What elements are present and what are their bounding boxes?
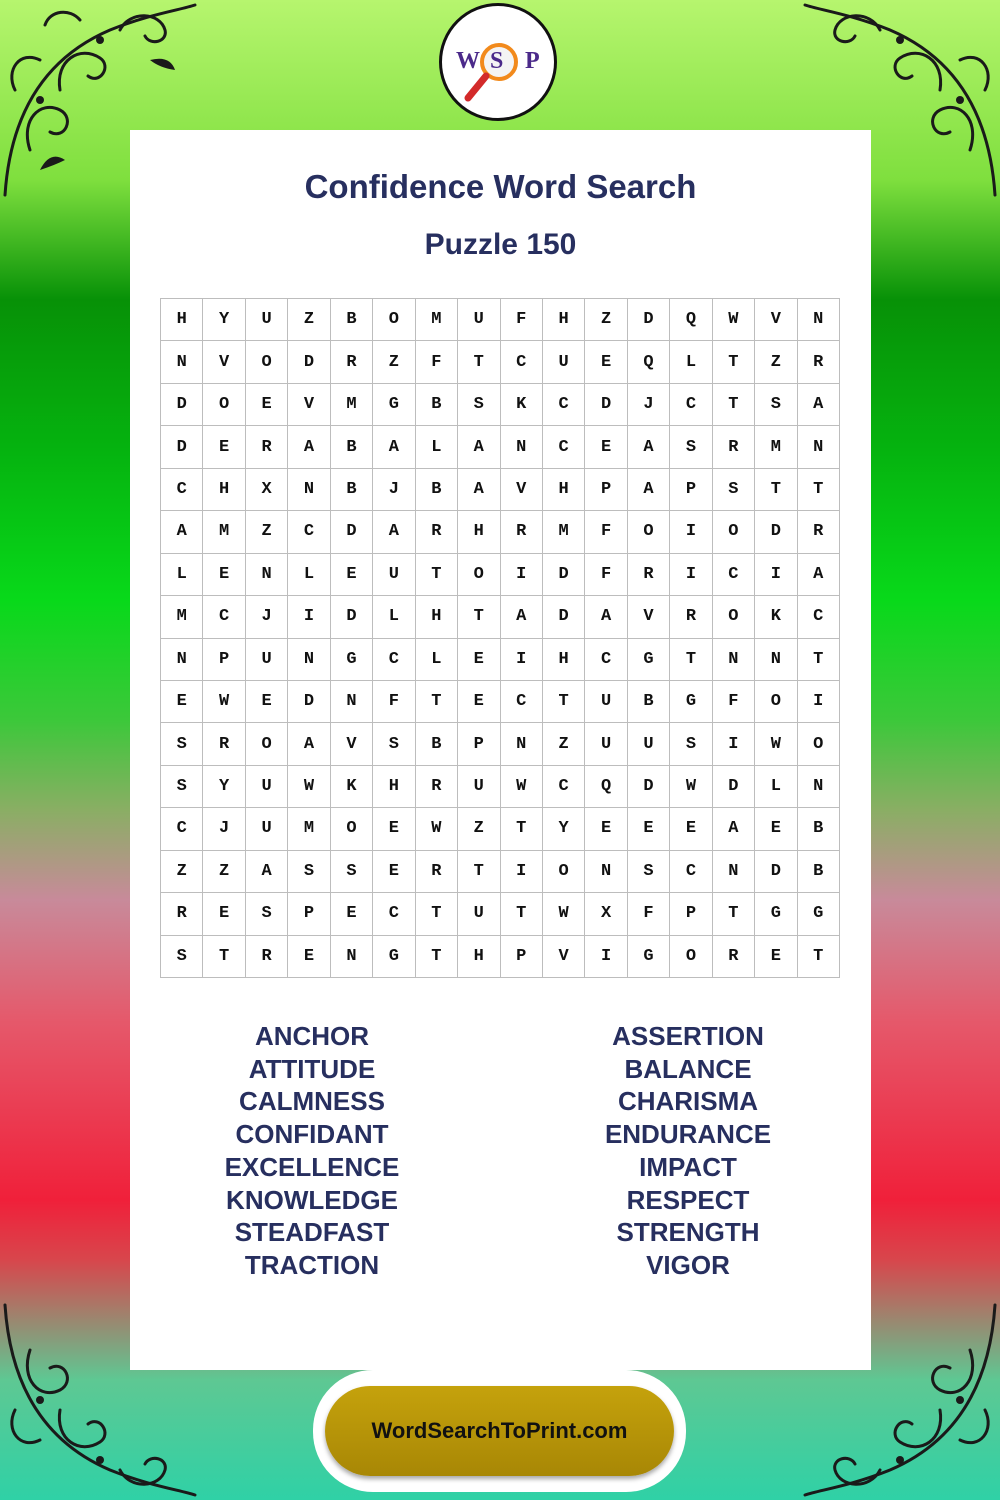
grid-cell[interactable]: L — [670, 341, 712, 383]
grid-cell[interactable]: A — [458, 426, 500, 468]
grid-cell[interactable]: A — [628, 469, 670, 511]
grid-cell[interactable]: U — [373, 554, 415, 596]
grid-cell[interactable]: L — [755, 766, 797, 808]
grid-cell[interactable]: E — [585, 808, 627, 850]
grid-cell[interactable]: J — [203, 808, 245, 850]
grid-cell[interactable]: S — [288, 851, 330, 893]
grid-cell[interactable]: D — [288, 681, 330, 723]
grid-cell[interactable]: O — [713, 596, 755, 638]
word-item: EXCELLENCE — [224, 1151, 400, 1182]
grid-cell[interactable]: P — [203, 639, 245, 681]
grid-cell[interactable]: E — [373, 808, 415, 850]
grid-cell[interactable]: A — [373, 511, 415, 553]
grid-cell[interactable]: L — [288, 554, 330, 596]
grid-cell[interactable]: Z — [288, 299, 330, 341]
logo-letter-p: P — [525, 48, 540, 74]
grid-cell[interactable]: B — [416, 723, 458, 765]
grid-cell[interactable]: G — [373, 936, 415, 978]
grid-cell[interactable]: A — [501, 596, 543, 638]
grid-cell[interactable]: B — [416, 469, 458, 511]
grid-cell[interactable]: A — [288, 723, 330, 765]
grid-cell[interactable]: P — [670, 893, 712, 935]
grid-cell[interactable]: W — [713, 299, 755, 341]
grid-cell[interactable]: G — [331, 639, 373, 681]
grid-cell[interactable]: Q — [585, 766, 627, 808]
grid-cell[interactable]: B — [416, 384, 458, 426]
word-item: ATTITUDE — [248, 1053, 376, 1084]
grid-cell[interactable]: R — [203, 723, 245, 765]
grid-cell[interactable]: I — [798, 681, 840, 723]
grid-cell[interactable]: U — [458, 893, 500, 935]
grid-cell[interactable]: X — [585, 893, 627, 935]
grid-cell[interactable]: T — [798, 469, 840, 511]
grid-cell[interactable]: U — [246, 299, 288, 341]
grid-cell[interactable]: A — [373, 426, 415, 468]
grid-cell[interactable]: N — [755, 639, 797, 681]
grid-cell[interactable]: X — [246, 469, 288, 511]
grid-cell[interactable]: E — [585, 341, 627, 383]
grid-cell[interactable]: E — [246, 384, 288, 426]
grid-cell[interactable]: S — [458, 384, 500, 426]
grid-cell[interactable]: R — [416, 511, 458, 553]
word-item: CHARISMA — [617, 1086, 759, 1117]
grid-cell[interactable]: J — [628, 384, 670, 426]
word-item: ANCHOR — [254, 1021, 370, 1051]
word-item: VIGOR — [646, 1249, 730, 1280]
grid-cell[interactable]: R — [798, 511, 840, 553]
grid-cell[interactable]: C — [288, 511, 330, 553]
grid-cell[interactable]: E — [670, 808, 712, 850]
grid-cell[interactable]: H — [373, 766, 415, 808]
grid-cell[interactable]: T — [458, 341, 500, 383]
grid-cell[interactable]: E — [755, 808, 797, 850]
grid-cell[interactable]: D — [585, 384, 627, 426]
grid-cell[interactable]: T — [416, 554, 458, 596]
grid-cell[interactable]: G — [628, 936, 670, 978]
grid-cell[interactable]: T — [416, 936, 458, 978]
grid-cell[interactable]: V — [331, 723, 373, 765]
grid-cell[interactable]: O — [203, 384, 245, 426]
grid-cell[interactable]: H — [416, 596, 458, 638]
grid-cell[interactable]: O — [755, 681, 797, 723]
grid-cell[interactable]: P — [585, 469, 627, 511]
grid-cell[interactable]: F — [585, 511, 627, 553]
grid-cell[interactable]: C — [543, 384, 585, 426]
grid-cell[interactable]: T — [458, 596, 500, 638]
grid-cell[interactable]: I — [585, 936, 627, 978]
grid-cell[interactable]: A — [628, 426, 670, 468]
grid-cell[interactable]: U — [585, 681, 627, 723]
grid-cell[interactable]: M — [543, 511, 585, 553]
grid-cell[interactable]: E — [585, 426, 627, 468]
grid-cell[interactable]: F — [501, 299, 543, 341]
grid-cell[interactable]: I — [501, 554, 543, 596]
grid-cell[interactable]: E — [246, 681, 288, 723]
grid-cell[interactable]: V — [755, 299, 797, 341]
grid-cell[interactable]: V — [501, 469, 543, 511]
grid-cell[interactable]: U — [543, 341, 585, 383]
grid-cell[interactable]: O — [246, 341, 288, 383]
puzzle-number: Puzzle 150 — [424, 228, 577, 261]
word-item: IMPACT — [639, 1151, 737, 1182]
logo-letter-w: W — [456, 48, 480, 74]
grid-cell[interactable]: I — [670, 511, 712, 553]
grid-cell[interactable]: Z — [373, 341, 415, 383]
grid-cell[interactable]: W — [543, 893, 585, 935]
grid-cell[interactable]: E — [288, 936, 330, 978]
grid-cell[interactable]: S — [670, 723, 712, 765]
grid-cell[interactable]: B — [628, 681, 670, 723]
grid-cell[interactable]: R — [246, 426, 288, 468]
grid-cell[interactable]: N — [331, 936, 373, 978]
grid-cell[interactable]: F — [628, 893, 670, 935]
grid-cell[interactable]: R — [628, 554, 670, 596]
grid-cell[interactable]: N — [161, 639, 203, 681]
grid-cell[interactable]: A — [246, 851, 288, 893]
grid-cell[interactable]: S — [670, 426, 712, 468]
word-item: BALANCE — [624, 1053, 752, 1084]
grid-cell[interactable]: G — [755, 893, 797, 935]
word-list-left — [162, 1020, 462, 1282]
grid-cell[interactable]: S — [373, 723, 415, 765]
grid-cell[interactable]: H — [458, 511, 500, 553]
grid-cell[interactable]: N — [585, 851, 627, 893]
grid-cell[interactable]: Z — [755, 341, 797, 383]
grid-cell[interactable]: V — [543, 936, 585, 978]
grid-cell[interactable]: E — [203, 426, 245, 468]
grid-cell[interactable]: A — [161, 511, 203, 553]
grid-cell[interactable]: H — [203, 469, 245, 511]
grid-cell[interactable]: T — [798, 936, 840, 978]
grid-cell[interactable]: U — [246, 766, 288, 808]
grid-cell[interactable]: U — [246, 639, 288, 681]
grid-cell[interactable]: B — [798, 851, 840, 893]
grid-cell[interactable]: R — [246, 936, 288, 978]
grid-cell[interactable]: H — [543, 469, 585, 511]
grid-cell[interactable]: F — [416, 341, 458, 383]
grid-cell[interactable]: Y — [543, 808, 585, 850]
grid-cell[interactable]: N — [713, 639, 755, 681]
grid-cell[interactable]: Y — [203, 766, 245, 808]
grid-cell[interactable]: M — [203, 511, 245, 553]
grid-cell[interactable]: D — [161, 426, 203, 468]
grid-cell[interactable]: E — [458, 681, 500, 723]
grid-cell[interactable]: Q — [670, 299, 712, 341]
grid-cell[interactable]: A — [798, 384, 840, 426]
word-item: ASSERTION — [612, 1021, 764, 1051]
grid-cell[interactable]: J — [246, 596, 288, 638]
grid-cell[interactable]: T — [501, 808, 543, 850]
grid-cell[interactable]: D — [628, 299, 670, 341]
grid-cell[interactable]: C — [161, 469, 203, 511]
grid-cell[interactable]: Q — [628, 341, 670, 383]
grid-cell[interactable]: R — [161, 893, 203, 935]
grid-cell[interactable]: R — [713, 936, 755, 978]
grid-cell[interactable]: T — [458, 851, 500, 893]
grid-cell[interactable]: E — [331, 893, 373, 935]
grid-cell[interactable]: R — [416, 851, 458, 893]
grid-cell[interactable]: I — [713, 723, 755, 765]
grid-cell[interactable]: R — [713, 426, 755, 468]
word-item: CONFIDANT — [235, 1119, 389, 1150]
grid-cell[interactable]: P — [670, 469, 712, 511]
grid-cell[interactable]: D — [288, 341, 330, 383]
grid-cell[interactable]: O — [246, 723, 288, 765]
letter-grid — [160, 298, 840, 978]
grid-cell[interactable]: L — [416, 426, 458, 468]
grid-cell[interactable]: D — [628, 766, 670, 808]
grid-cell[interactable]: C — [670, 851, 712, 893]
grid-cell[interactable]: N — [288, 639, 330, 681]
grid-cell[interactable]: T — [713, 384, 755, 426]
grid-cell[interactable]: U — [246, 808, 288, 850]
word-item: STRENGTH — [616, 1217, 760, 1248]
grid-cell[interactable]: N — [798, 426, 840, 468]
grid-cell[interactable]: S — [246, 893, 288, 935]
grid-cell[interactable]: U — [458, 766, 500, 808]
grid-cell[interactable]: O — [670, 936, 712, 978]
grid-cell[interactable]: C — [543, 426, 585, 468]
grid-cell[interactable]: V — [628, 596, 670, 638]
grid-cell[interactable]: B — [331, 299, 373, 341]
grid-cell[interactable]: E — [628, 808, 670, 850]
grid-cell[interactable]: E — [373, 851, 415, 893]
grid-cell[interactable]: N — [161, 341, 203, 383]
grid-cell[interactable]: J — [373, 469, 415, 511]
grid-cell[interactable]: N — [246, 554, 288, 596]
grid-cell[interactable]: N — [501, 723, 543, 765]
grid-cell[interactable]: W — [203, 681, 245, 723]
grid-cell[interactable]: K — [501, 384, 543, 426]
word-item: RESPECT — [626, 1184, 750, 1215]
grid-cell[interactable]: C — [543, 766, 585, 808]
grid-cell[interactable]: F — [713, 681, 755, 723]
grid-cell[interactable]: I — [501, 851, 543, 893]
word-list-right — [538, 1020, 838, 1282]
grid-cell[interactable]: O — [628, 511, 670, 553]
footer-badge — [313, 1370, 686, 1492]
grid-cell[interactable]: C — [501, 341, 543, 383]
grid-cell[interactable]: G — [670, 681, 712, 723]
grid-cell[interactable]: C — [501, 681, 543, 723]
grid-cell[interactable]: C — [203, 596, 245, 638]
word-item: ENDURANCE — [604, 1119, 772, 1150]
grid-cell[interactable]: I — [288, 596, 330, 638]
grid-cell[interactable]: A — [288, 426, 330, 468]
grid-cell[interactable]: S — [161, 936, 203, 978]
grid-cell[interactable]: T — [203, 936, 245, 978]
grid-cell[interactable]: R — [798, 341, 840, 383]
grid-cell[interactable]: P — [458, 723, 500, 765]
grid-cell[interactable]: M — [755, 426, 797, 468]
grid-cell[interactable]: M — [288, 808, 330, 850]
word-item: TRACTION — [244, 1249, 380, 1280]
grid-cell[interactable]: Z — [458, 808, 500, 850]
grid-cell[interactable]: F — [585, 554, 627, 596]
grid-cell[interactable]: T — [670, 639, 712, 681]
grid-cell[interactable]: S — [331, 851, 373, 893]
grid-cell[interactable]: Y — [203, 299, 245, 341]
grid-cell[interactable]: E — [161, 681, 203, 723]
grid-cell[interactable]: S — [161, 723, 203, 765]
word-item: STEADFAST — [234, 1217, 390, 1248]
word-item: CALMNESS — [239, 1086, 385, 1117]
site-link[interactable]: WordSearchToPrint.com — [325, 1386, 674, 1476]
grid-cell[interactable]: N — [713, 851, 755, 893]
grid-cell[interactable]: U — [458, 299, 500, 341]
grid-cell[interactable]: H — [543, 639, 585, 681]
grid-cell[interactable]: T — [713, 893, 755, 935]
grid-cell[interactable]: E — [755, 936, 797, 978]
grid-cell[interactable]: Z — [203, 851, 245, 893]
grid-cell[interactable]: A — [585, 596, 627, 638]
grid-cell[interactable]: Z — [246, 511, 288, 553]
grid-cell[interactable]: C — [585, 639, 627, 681]
grid-cell[interactable]: Z — [543, 723, 585, 765]
grid-cell[interactable]: O — [373, 299, 415, 341]
logo-letter-s: S — [490, 48, 504, 74]
grid-cell[interactable]: D — [543, 596, 585, 638]
grid-cell[interactable]: C — [373, 639, 415, 681]
grid-cell[interactable]: N — [501, 426, 543, 468]
grid-cell[interactable]: T — [755, 469, 797, 511]
grid-cell[interactable]: V — [203, 341, 245, 383]
grid-cell[interactable]: R — [501, 511, 543, 553]
grid-cell[interactable]: M — [331, 384, 373, 426]
grid-cell[interactable]: L — [161, 554, 203, 596]
grid-cell[interactable]: L — [373, 596, 415, 638]
grid-cell[interactable]: G — [373, 384, 415, 426]
grid-cell[interactable]: C — [161, 808, 203, 850]
grid-cell[interactable]: V — [288, 384, 330, 426]
grid-cell[interactable]: C — [798, 596, 840, 638]
grid-cell[interactable]: H — [543, 299, 585, 341]
grid-cell[interactable]: R — [416, 766, 458, 808]
grid-cell[interactable]: C — [670, 384, 712, 426]
grid-cell[interactable]: D — [331, 511, 373, 553]
grid-cell[interactable]: B — [331, 469, 373, 511]
grid-cell[interactable]: U — [585, 723, 627, 765]
grid-cell[interactable]: T — [416, 681, 458, 723]
grid-cell[interactable]: T — [501, 893, 543, 935]
grid-cell[interactable]: Z — [161, 851, 203, 893]
grid-cell[interactable]: K — [331, 766, 373, 808]
grid-cell[interactable]: E — [203, 554, 245, 596]
grid-cell[interactable]: W — [501, 766, 543, 808]
grid-cell[interactable]: O — [458, 554, 500, 596]
grid-cell[interactable]: G — [798, 893, 840, 935]
grid-cell[interactable]: G — [628, 639, 670, 681]
grid-cell[interactable]: S — [628, 851, 670, 893]
grid-cell[interactable]: M — [416, 299, 458, 341]
puzzle-card — [130, 130, 871, 1370]
grid-cell[interactable]: B — [331, 426, 373, 468]
grid-cell[interactable]: N — [798, 299, 840, 341]
grid-cell[interactable]: D — [161, 384, 203, 426]
grid-cell[interactable]: R — [331, 341, 373, 383]
grid-cell[interactable]: N — [798, 766, 840, 808]
grid-cell[interactable]: A — [713, 808, 755, 850]
grid-cell[interactable]: E — [331, 554, 373, 596]
grid-cell[interactable]: T — [713, 341, 755, 383]
grid-cell[interactable]: C — [713, 554, 755, 596]
grid-cell[interactable]: O — [713, 511, 755, 553]
grid-cell[interactable]: E — [458, 639, 500, 681]
grid-cell[interactable]: I — [755, 554, 797, 596]
grid-cell[interactable]: U — [628, 723, 670, 765]
grid-cell[interactable]: F — [373, 681, 415, 723]
grid-cell[interactable]: T — [798, 639, 840, 681]
grid-cell[interactable]: P — [288, 893, 330, 935]
grid-cell[interactable]: A — [458, 469, 500, 511]
grid-cell[interactable]: S — [755, 384, 797, 426]
grid-cell[interactable]: P — [501, 936, 543, 978]
grid-cell[interactable]: C — [373, 893, 415, 935]
grid-cell[interactable]: O — [543, 851, 585, 893]
grid-cell[interactable]: L — [416, 639, 458, 681]
grid-cell[interactable]: R — [670, 596, 712, 638]
grid-cell[interactable]: S — [713, 469, 755, 511]
grid-cell[interactable]: W — [416, 808, 458, 850]
grid-cell[interactable]: E — [203, 893, 245, 935]
grid-cell[interactable]: D — [543, 554, 585, 596]
grid-cell[interactable]: W — [288, 766, 330, 808]
grid-cell[interactable]: Z — [585, 299, 627, 341]
grid-cell[interactable]: S — [161, 766, 203, 808]
page-title: Confidence Word Search — [304, 168, 697, 205]
grid-cell[interactable]: I — [501, 639, 543, 681]
logo — [439, 3, 557, 121]
grid-cell[interactable]: O — [331, 808, 373, 850]
grid-cell[interactable]: N — [331, 681, 373, 723]
word-item: KNOWLEDGE — [226, 1184, 398, 1215]
grid-cell[interactable]: D — [713, 766, 755, 808]
grid-cell[interactable]: N — [288, 469, 330, 511]
grid-cell[interactable]: W — [755, 723, 797, 765]
grid-cell[interactable]: D — [755, 851, 797, 893]
grid-cell[interactable]: M — [161, 596, 203, 638]
grid-cell[interactable]: H — [161, 299, 203, 341]
grid-cell[interactable]: H — [458, 936, 500, 978]
grid-cell[interactable]: T — [543, 681, 585, 723]
grid-cell[interactable]: W — [670, 766, 712, 808]
grid-cell[interactable]: B — [798, 808, 840, 850]
grid-cell[interactable]: A — [798, 554, 840, 596]
grid-cell[interactable]: D — [331, 596, 373, 638]
grid-cell[interactable]: O — [798, 723, 840, 765]
grid-cell[interactable]: D — [755, 511, 797, 553]
grid-cell[interactable]: I — [670, 554, 712, 596]
grid-cell[interactable]: T — [416, 893, 458, 935]
grid-cell[interactable]: K — [755, 596, 797, 638]
